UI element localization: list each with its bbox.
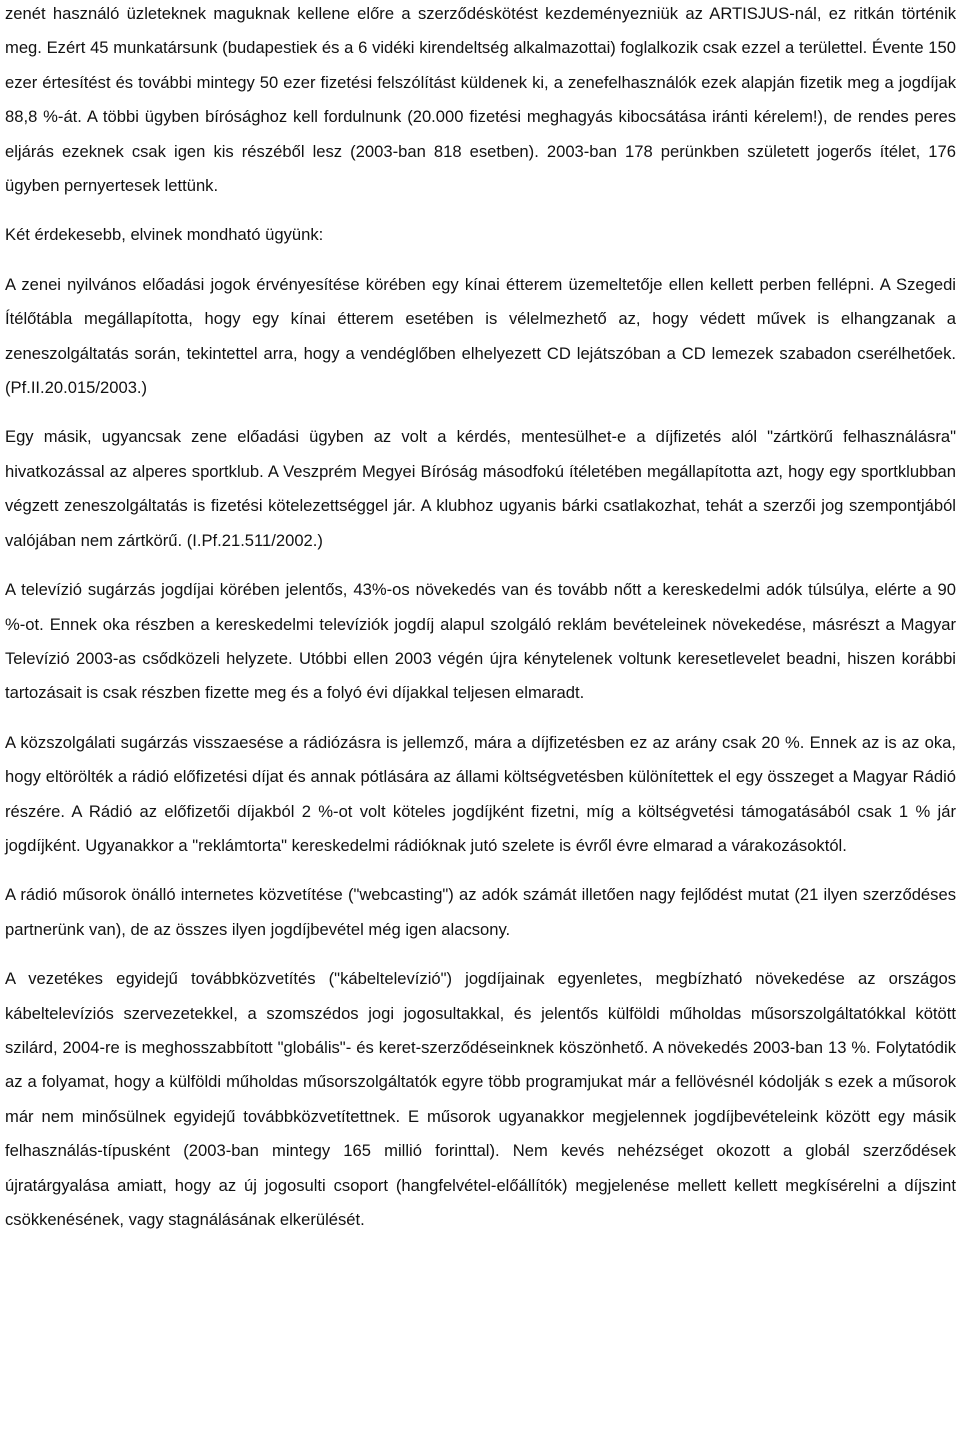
- paragraph-webcasting: A rádió műsorok önálló internetes közvetítése ("webcasting") az adók számát illetően nagy fejlődést mutat (21 ilyen szerződéses partnerünk van), de az összes ilyen jogdíjbevétel még igen alacsony.: [5, 885, 956, 939]
- paragraph-collection-overview: zenét használó üzleteknek maguknak kellene előre a szerződéskötést kezdeményezniük az ARTISJUS-nál, ez ritkán történik meg. Ezért 45 munkatársunk (budapestiek és a 6 vidéki kirendeltség alkalmazottai) foglalkozik csak ezzel a területtel. Évente 150 ezer értesítést és további mintegy 50 ezer fizetési felszólítást küldenek ki, a zenefelhasználók ezek alapján fizetik meg a jogdíjak 88,8 %-át. A többi ügyben bírósághoz kell fordulnunk (20.000 fizetési meghagyás kibocsátása iránti kérelem!), de rendes peres eljárás ezeknek csak igen kis részéből lesz (2003-ban 818 esetben). 2003-ban 178 perünkben született jogerős ítélet, 176 ügyben pernyertesek lettünk.: [5, 4, 956, 196]
- paragraph-sportclub-case: Egy másik, ugyancsak zene előadási ügyben az volt a kérdés, mentesülhet-e a díjfizetés alól "zártkörű felhasználásra" hivatkozással az alperes sportklub. A Veszprém Megyei Bíróság másodfokú ítéletében megállapította azt, hogy egy sportklubban végzett zeneszolgáltatás is fizetési kötelezettséggel jár. A klubhoz ugyanis bárki csatlakozhat, tehát a szerzői jog szempontjából valójában nem zártkörű. (I.Pf.21.511/2002.): [5, 427, 956, 550]
- paragraph-chinese-restaurant-case: A zenei nyilvános előadási jogok érvényesítése körében egy kínai étterem üzemeltetője ellen kellett perben fellépni. A Szegedi Ítélőtábla megállapította, hogy egy kínai étterem esetében is vélelmezhető az, hogy védett művek is elhangzanak a zeneszolgáltatás során, tekintettel arra, hogy a vendéglőben elhelyezett CD lejátszóban a CD lemezek szabadon cserélhetőek. (Pf.II.20.015/2003.): [5, 274, 956, 398]
- paragraph-cases-intro: Két érdekesebb, elvinek mondható ügyünk:: [5, 225, 324, 245]
- paragraph-radio-broadcasting: A közszolgálati sugárzás visszaesése a rádiózásra is jellemző, mára a díjfizetésben ez az arány csak 20 %. Ennek az is az oka, hogy eltörölték a rádió előfizetési díjat és annak pótlására az állami költségvetésben különítettek el egy összeget a Magyar Rádió részére. A Rádió az előfizetői díjakból 2 %-ot volt köteles jogdíjként fizetni, míg a költségvetési támogatásából csak 1 % jár jogdíjként. Ugyanakkor a "reklámtorta" kereskedelmi rádióknak jutó szelete is évről évre elmarad a várakozásoktól.: [5, 732, 956, 855]
- paragraph-television-broadcasting: A televízió sugárzás jogdíjai körében jelentős, 43%-os növekedés van és tovább nőtt a kereskedelmi adók túlsúlya, elérte a 90 %-ot. Ennek oka részben a kereskedelmi televíziók jogdíj alapul szolgáló reklám bevételeinek növekedése, másrészt a Magyar Televízió 2003-as csődközeli helyzete. Utóbbi ellen 2003 végén újra kénytelenek voltunk keresetlevelet beadni, hiszen korábbi tartozásait is csak részben fizette meg és a folyó évi díjakkal teljesen elmaradt.: [5, 580, 956, 703]
- paragraph-cable-retransmission: A vezetékes egyidejű továbbközvetítés ("kábeltelevízió") jogdíjainak egyenletes, megbízható növekedése az országos kábeltelevíziós szervezetekkel, a szomszédos jogi jogosultakkal, és jelentős külföldi műholdas műsorszolgáltatókkal kötött szilárd, 2004-re is meghosszabbított "globális"- és keret-szerződéseinknek köszönhető. A növekedés 2003-ban 13 %. Folytatódik az a folyamat, hogy a külföldi műholdas műsorszolgáltatók egyre több programjukat már a fellövésnél kódolják s ezek a műsorok már nem minősülnek egyidejű továbbközvetítettnek. E műsorok ugyanakkor megjelennek jogdíjbevételeink között egy másik felhasználás-típusként (2003-ban mintegy 165 millió forinttal). Nem kevés nehézséget okozott a globál szerződések újratárgyalása amiatt, hogy az új jogosulti csoport (hangfelvétel-előállítók) megjelenése mellett kellett megkísérelni a díjszint csökkenésének, vagy stagnálásának elkerülését.: [5, 969, 956, 1229]
- document-page: [5, 0, 956, 1252]
